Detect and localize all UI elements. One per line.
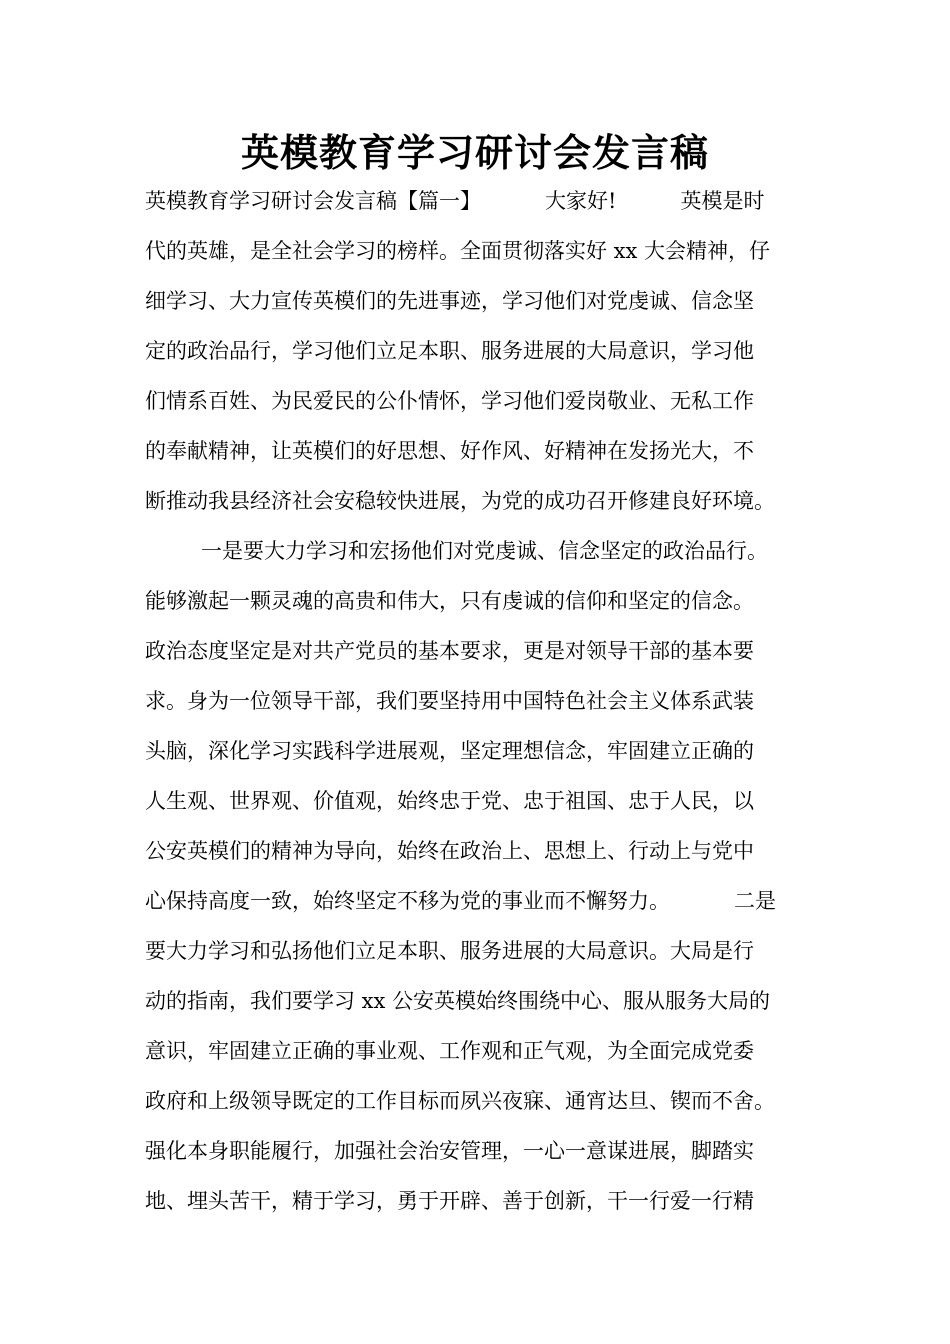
document-body xyxy=(145,176,815,1226)
text-line: 能够激起一颗灵魂的高贵和伟大，只有虔诚的信仰和坚定的信念。 xyxy=(145,589,754,613)
intro-start: 英模是时 xyxy=(680,189,765,213)
split-line xyxy=(145,876,815,926)
split-line-b: 二是 xyxy=(734,889,776,913)
heading-inline: 英模教育学习研讨会发言稿【篇一】 xyxy=(145,189,481,213)
text-line: 意识，牢固建立正确的事业观、工作观和正气观，为全面完成党委 xyxy=(145,1039,754,1063)
text-line: 细学习、大力宣传英模们的先进事迹，学习他们对党虔诚、信念坚 xyxy=(145,289,754,313)
text-line: 们情系百姓、为民爱民的公仆情怀，学习他们爱岗敬业、无私工作 xyxy=(145,389,754,413)
text-line: 公安英模们的精神为导向，始终在政治上、思想上、行动上与党中 xyxy=(145,839,754,863)
page-title: 英模教育学习研讨会发言稿 xyxy=(240,131,709,175)
paragraph-2-first-line xyxy=(145,526,815,576)
text-line-1 xyxy=(145,176,815,226)
text-line: 头脑，深化学习实践科学进展观，坚定理想信念，牢固建立正确的 xyxy=(145,739,754,763)
text-line: 代的英雄，是全社会学习的榜样。全面贯彻落实好 xx 大会精神，仔 xyxy=(145,239,771,263)
text-line: 求。身为一位领导干部，我们要坚持用中国特色社会主义体系武装 xyxy=(145,689,754,713)
text-line: 政治态度坚定是对共产党员的基本要求，更是对领导干部的基本要 xyxy=(145,639,754,663)
split-line-a: 心保持高度一致，始终坚定不移为党的事业而不懈努力。 xyxy=(145,889,670,913)
text-line: 政府和上级领导既定的工作目标而夙兴夜寐、通宵达旦、锲而不舍。 xyxy=(145,1089,775,1113)
text-line: 动的指南，我们要学习 xx 公安英模始终围绕中心、服从服务大局的 xyxy=(145,989,771,1013)
paragraph-2-start: 一是要大力学习和宏扬他们对党虔诚、信念坚定的政治品行。 xyxy=(201,539,768,563)
text-line: 定的政治品行，学习他们立足本职、服务进展的大局意识，学习他 xyxy=(145,339,754,363)
text-line: 的奉献精神，让英模们的好思想、好作风、好精神在发扬光大，不 xyxy=(145,439,754,463)
text-line: 人生观、世界观、价值观，始终忠于党、忠于祖国、忠于人民，以 xyxy=(145,789,754,813)
greeting: 大家好! xyxy=(545,189,617,213)
text-line: 要大力学习和弘扬他们立足本职、服务进展的大局意识。大局是行 xyxy=(145,939,754,963)
text-line: 地、埋头苦干，精于学习，勇于开辟、善于创新，干一行爱一行精 xyxy=(145,1189,754,1213)
text-line: 强化本身职能履行，加强社会治安管理，一心一意谋进展，脚踏实 xyxy=(145,1139,754,1163)
text-line: 断推动我县经济社会安稳较快进展，为党的成功召开修建良好环境。 xyxy=(145,489,775,513)
